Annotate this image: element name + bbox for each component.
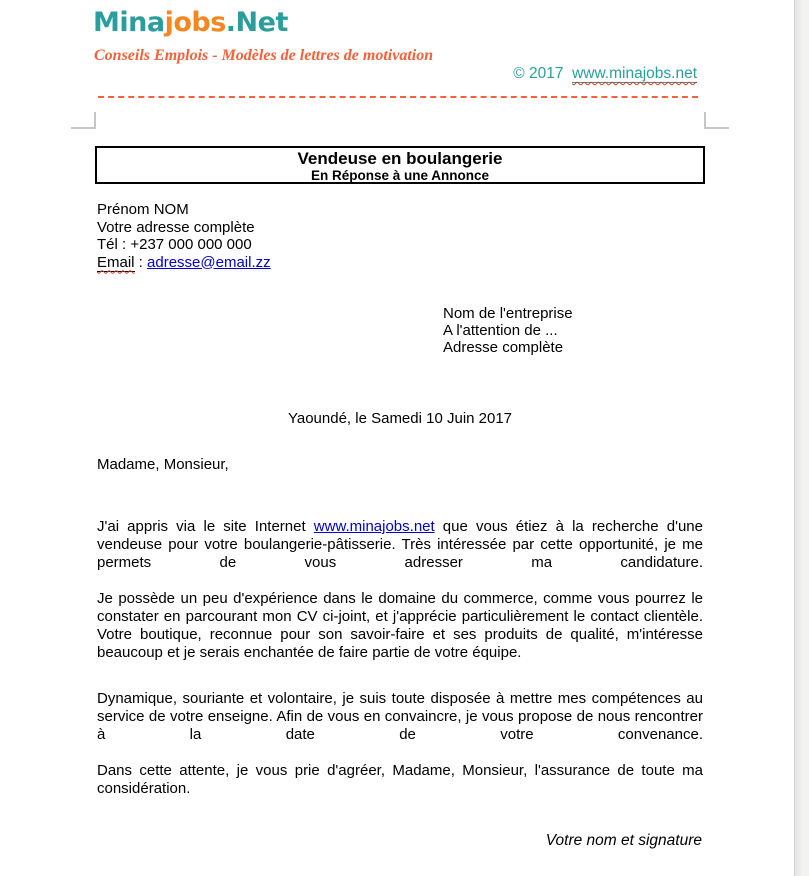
paragraph-2: Je possède un peu d'expérience dans le domaine du commerce, comme vous pourrez le constater en parcourant mon CV ci-joint, et j'apprécie particulièrement le contact clientèle. Votre boutique, reconnue pour son savoir-faire et ses produits de qualité, m'intéresse beaucoup et je serais enchantée de faire partie de votre équipe.	[97, 590, 703, 661]
letter-title-box	[95, 146, 705, 184]
paragraph-1	[97, 518, 703, 572]
sender-email-line	[97, 254, 271, 272]
sender-name: Prénom NOM	[97, 201, 189, 218]
email-label: Email	[97, 253, 135, 271]
salutation: Madame, Monsieur,	[97, 456, 229, 473]
page-edge	[794, 0, 809, 876]
sender-block	[97, 201, 271, 271]
minajobs-body-link[interactable]: www.minajobs.net	[313, 518, 435, 535]
text-boundary-mark-left	[71, 112, 96, 129]
copyright-year: © 2017	[513, 65, 564, 82]
letter-title: Vendeuse en boulangerie	[297, 149, 503, 168]
sender-address: Votre adresse complète	[97, 218, 255, 236]
email-link[interactable]: adresse@email.zz	[147, 253, 271, 271]
paragraph-1-text-before: J'ai appris via le site Internet	[97, 518, 314, 535]
recipient-attention: A l'attention de ...	[443, 322, 558, 339]
signature-placeholder: Votre nom et signature	[545, 832, 702, 849]
copyright-site-link[interactable]: www.minajobs.net	[572, 65, 697, 82]
logo-part-net: .Net	[225, 7, 288, 38]
letter-subtitle: En Réponse à une Annonce	[310, 168, 490, 183]
email-separator: :	[134, 253, 148, 271]
logo-part-mina: Mina	[93, 7, 165, 38]
site-tagline: Conseils Emplois - Modèles de lettres de motivation	[94, 47, 434, 64]
paragraph-3: Dynamique, souriante et volontaire, je suis toute disposée à mettre mes compétences au service de votre enseigne. Afin de vous en convaincre, je vous propose de nous rencontrer à la date de votre convenance.	[97, 690, 703, 743]
recipient-company: Nom de l'entreprise	[443, 305, 573, 322]
logo-part-jobs: jobs	[164, 7, 226, 38]
paragraph-4: Dans cette attente, je vous prie d'agréer, Madame, Monsieur, l'assurance de toute ma considération.	[97, 762, 703, 797]
header-divider	[98, 96, 698, 98]
text-boundary-mark-right	[704, 112, 729, 129]
sender-phone: Tél : +237 000 000 000	[97, 236, 252, 253]
recipient-block	[443, 305, 573, 356]
paragraph-1-text-after: que vous étiez à la recherche d'une vendeuse pour votre boulangerie-pâtisserie. Très intéressée par cette opportunité, je me permets de vous adresser ma candidature.	[97, 518, 703, 571]
site-logo	[93, 7, 288, 38]
copyright-line	[513, 65, 697, 83]
recipient-address: Adresse complète	[443, 339, 564, 356]
date-line: Yaoundé, le Samedi 10 Juin 2017	[287, 410, 513, 427]
